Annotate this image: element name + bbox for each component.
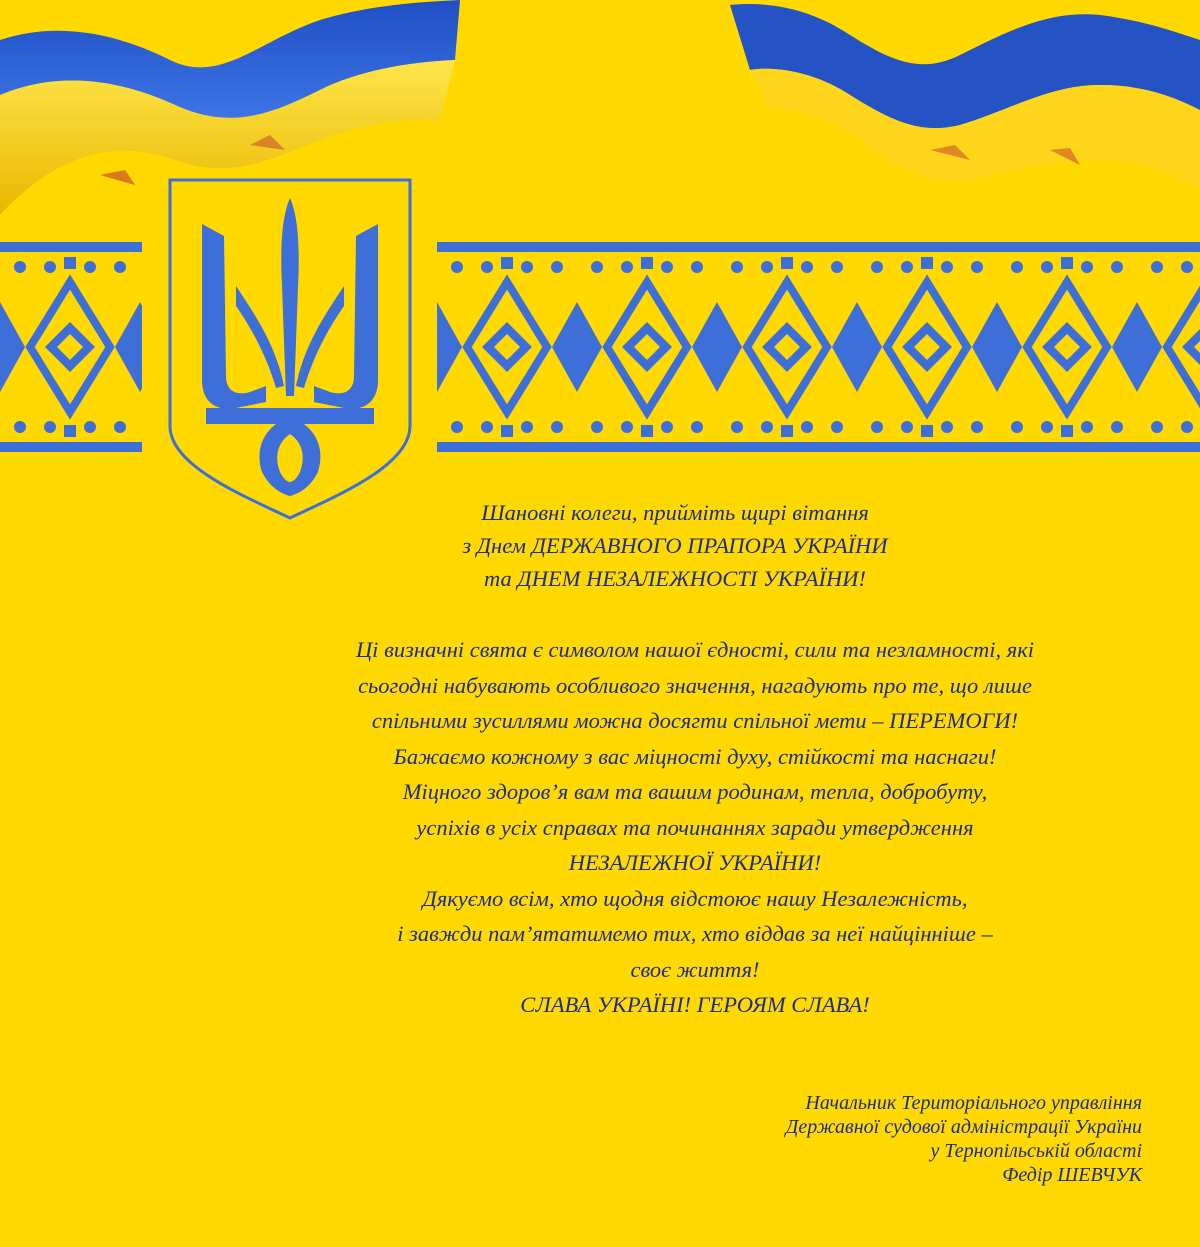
- greeting-heading: [375, 496, 975, 595]
- greeting-heading-line: та ДНЕМ НЕЗАЛЕЖНОСТІ УКРАЇНИ!: [484, 566, 866, 591]
- greeting-body-line: Бажаємо кожному з вас міцності духу, стійкості та наснаги!: [393, 743, 997, 769]
- embroidery-ornament-left: [0, 242, 142, 452]
- greeting-body-line: СЛАВА УКРАЇНІ! ГЕРОЯМ СЛАВА!: [520, 992, 870, 1017]
- trident-coat-of-arms-icon: [166, 176, 414, 522]
- signature-line: Начальник Територіального управління: [805, 1092, 1142, 1114]
- greeting-body-line: успіхів в усіх справах та починаннях заради утвердження: [416, 814, 974, 840]
- greeting-heading-line: Шановні колеги, прийміть щирі вітання: [481, 500, 869, 525]
- greeting-body-line: своє життя!: [630, 956, 760, 982]
- greeting-body-line: НЕЗАЛЕЖНОЇ УКРАЇНИ!: [568, 850, 822, 875]
- greeting-body-line: сьогодні набувають особливого значення, нагадують про те, що лише: [358, 672, 1032, 698]
- ukrainian-flag-right-icon: [730, 0, 1200, 190]
- greeting-body-line: спільними зусиллями можна досягти спільної мети – ПЕРЕМОГИ!: [371, 708, 1019, 733]
- greeting-heading-line: з Днем ДЕРЖАВНОГО ПРАПОРА УКРАЇНИ: [462, 533, 888, 558]
- greeting-body-line: Міцного здоров’я вам та вашим родинам, тепла, добробуту,: [402, 779, 988, 804]
- greeting-body: [200, 632, 1190, 1023]
- greeting-body-line: і завжди пам’ятатимемо тих, хто віддав за неї найцінніше –: [397, 921, 993, 946]
- signature-line: у Тернопільській області: [930, 1140, 1142, 1162]
- embroidery-ornament-right: [437, 242, 1200, 452]
- signature-line: Державної судової адміністрації України: [785, 1116, 1142, 1138]
- greeting-body-line: Дякуємо всім, хто щодня відстоює нашу Незалежність,: [422, 885, 968, 911]
- greeting-body-line: Ці визначні свята є символом нашої єдності, сили та незламності, які: [355, 637, 1035, 662]
- signature-block: [582, 1091, 1142, 1187]
- signature-name: Федір ШЕВЧУК: [1002, 1164, 1142, 1186]
